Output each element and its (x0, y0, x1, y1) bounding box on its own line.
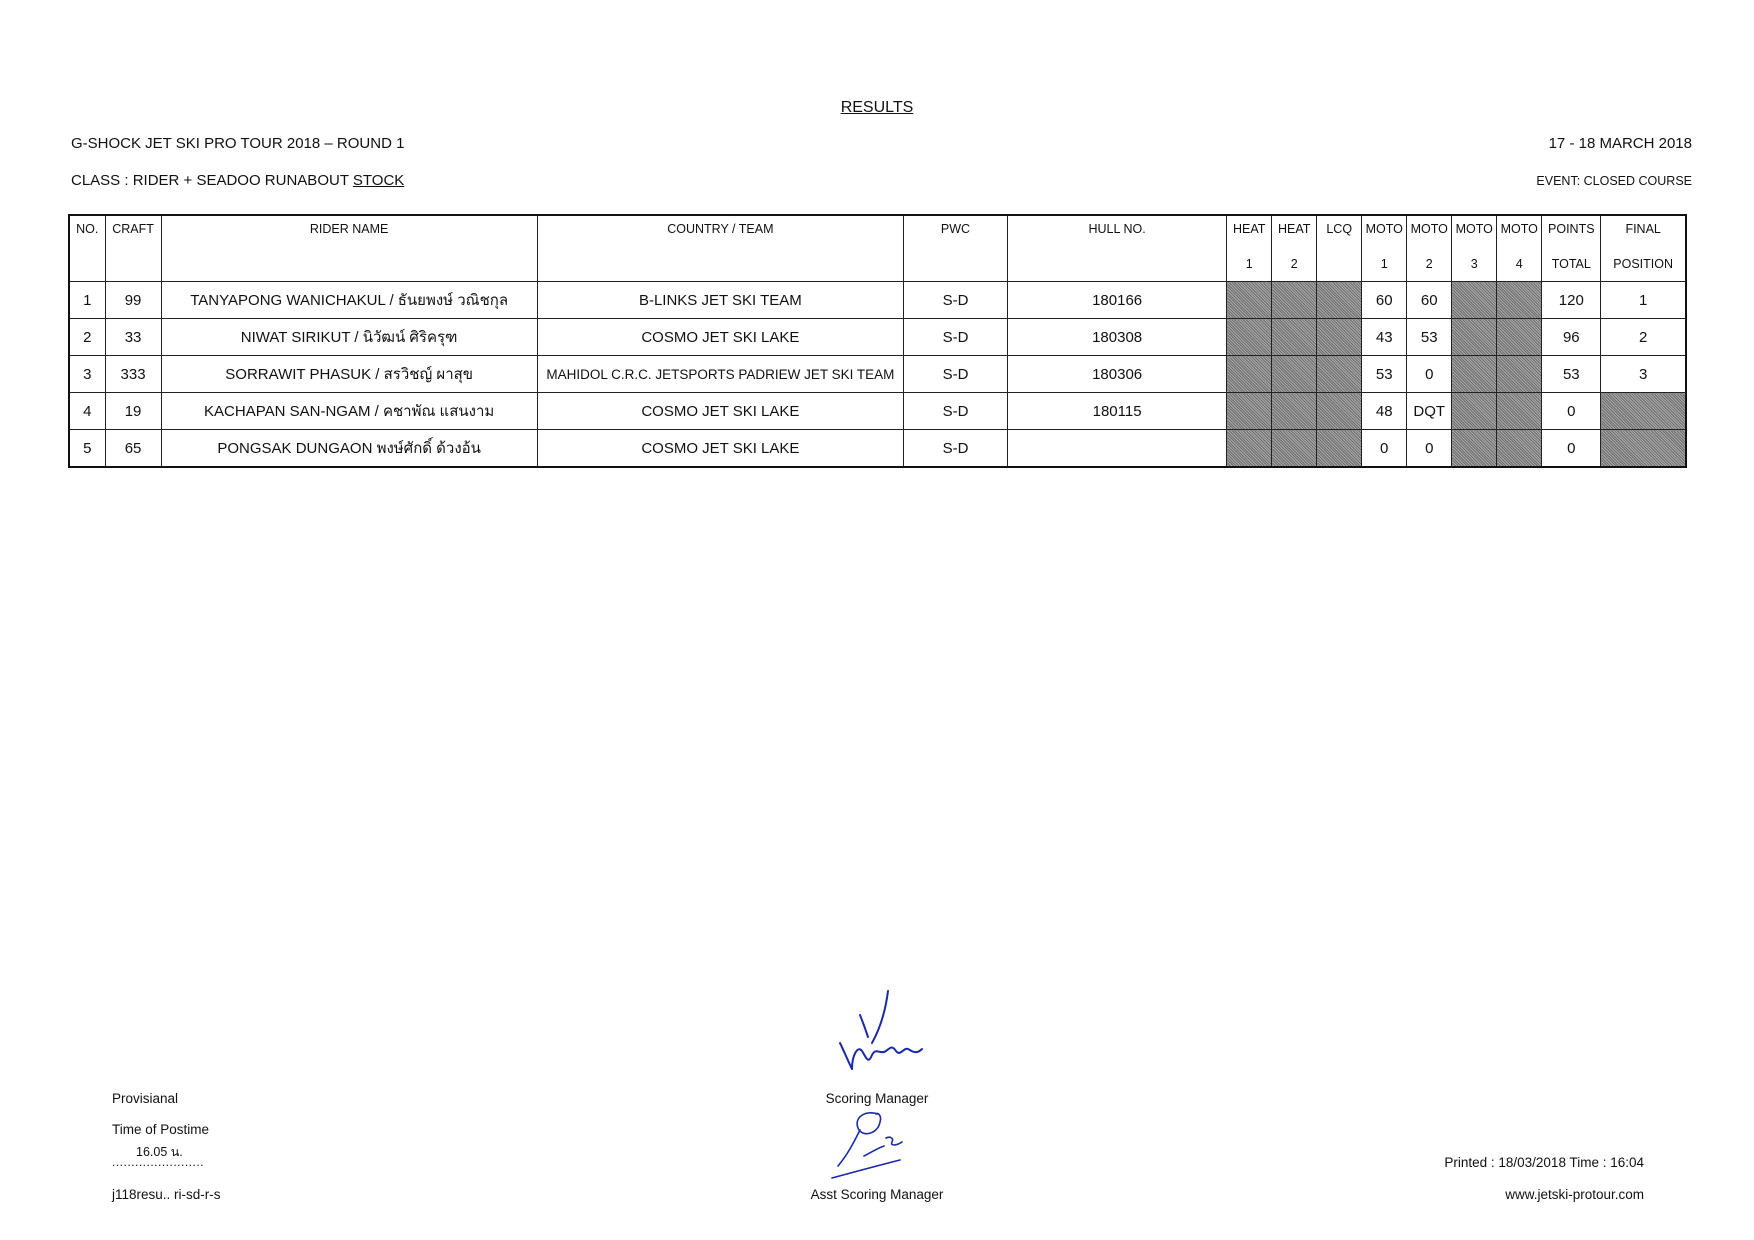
cell-heat-2 (1272, 393, 1317, 430)
cell-points-total: 53 (1542, 356, 1601, 393)
cell-lcq (1317, 356, 1362, 393)
column-header-heat-2 (1272, 215, 1317, 282)
column-header-line1: MOTO (1410, 222, 1448, 236)
cell-moto-2: DQT (1407, 393, 1452, 430)
results-table (68, 214, 1687, 468)
cell-pwc: S-D (903, 282, 1007, 319)
cell-country-team: MAHIDOL C.R.C. JETSPORTS PADRIEW JET SKI TEAM (537, 356, 903, 393)
cell-pwc: S-D (903, 319, 1007, 356)
column-header-line1: COUNTRY / TEAM (667, 222, 774, 236)
cell-hull-no: 180115 (1008, 393, 1227, 430)
cell-no: 1 (69, 282, 105, 319)
cell-craft: 33 (105, 319, 161, 356)
cell-craft: 65 (105, 430, 161, 468)
table-row (69, 356, 1686, 393)
table-body (69, 282, 1686, 468)
cell-craft: 19 (105, 393, 161, 430)
cell-heat-2 (1272, 282, 1317, 319)
cell-lcq (1317, 319, 1362, 356)
column-header-line1: LCQ (1326, 222, 1353, 236)
cell-rider-name: KACHAPAN SAN-NGAM / คชาพัณ แสนงาม (161, 393, 537, 430)
cell-moto-1: 0 (1362, 430, 1407, 468)
asst-scoring-manager-signature (820, 1108, 920, 1183)
column-header-moto-3 (1452, 215, 1497, 282)
column-header-hull-no (1008, 215, 1227, 282)
column-header-moto-1 (1362, 215, 1407, 282)
cell-moto-2: 60 (1407, 282, 1452, 319)
cell-heat-2 (1272, 356, 1317, 393)
cell-pwc: S-D (903, 430, 1007, 468)
cell-moto-2: 0 (1407, 356, 1452, 393)
column-header-line1: HEAT (1277, 222, 1311, 236)
table-row (69, 430, 1686, 468)
cell-moto-3 (1452, 430, 1497, 468)
cell-moto-4 (1497, 319, 1542, 356)
cell-lcq (1317, 393, 1362, 430)
event-name: G-SHOCK JET SKI PRO TOUR 2018 – ROUND 1 (71, 135, 405, 152)
column-header-craft (105, 215, 161, 282)
event-date: 17 - 18 MARCH 2018 (1548, 135, 1692, 152)
column-header-country-team (537, 215, 903, 282)
cell-heat-2 (1272, 430, 1317, 468)
table-row (69, 282, 1686, 319)
cell-heat-1 (1227, 282, 1272, 319)
column-header-line1: POINTS (1548, 222, 1595, 236)
column-header-line1: MOTO (1365, 222, 1403, 236)
page-title: RESULTS (840, 99, 914, 116)
column-header-pwc (903, 215, 1007, 282)
column-header-line1: RIDER NAME (309, 222, 389, 236)
cell-heat-1 (1227, 393, 1272, 430)
column-header-moto-2 (1407, 215, 1452, 282)
cell-moto-1: 43 (1362, 319, 1407, 356)
cell-moto-4 (1497, 356, 1542, 393)
cell-heat-1 (1227, 356, 1272, 393)
column-header-no (69, 215, 105, 282)
column-header-line2: 2 (1425, 257, 1433, 271)
cell-final-position (1601, 430, 1686, 468)
cell-craft: 333 (105, 356, 161, 393)
website-link[interactable]: www.jetski-protour.com (1505, 1187, 1644, 1202)
column-header-line1: HULL NO. (1088, 222, 1146, 236)
cell-rider-name: NIWAT SIRIKUT / นิวัฒน์ ศิริครุฑ (161, 319, 537, 356)
printed-timestamp: Printed : 18/03/2018 Time : 16:04 (1444, 1155, 1644, 1170)
dotted-line: ........................ (112, 1155, 205, 1169)
cell-country-team: COSMO JET SKI LAKE (537, 319, 903, 356)
table-row (69, 319, 1686, 356)
cell-heat-1 (1227, 430, 1272, 468)
column-header-line2: 1 (1380, 257, 1388, 271)
column-header-moto-4 (1497, 215, 1542, 282)
cell-country-team: COSMO JET SKI LAKE (537, 393, 903, 430)
column-header-heat-1 (1227, 215, 1272, 282)
column-header-rider-name (161, 215, 537, 282)
cell-moto-1: 53 (1362, 356, 1407, 393)
column-header-line2: 4 (1515, 257, 1523, 271)
cell-moto-3 (1452, 282, 1497, 319)
document-code: j118resu.. ri-sd-r-s (112, 1187, 221, 1202)
cell-no: 5 (69, 430, 105, 468)
event-type: EVENT: CLOSED COURSE (1536, 174, 1692, 188)
cell-hull-no: 180308 (1008, 319, 1227, 356)
scoring-manager-label: Scoring Manager (825, 1091, 929, 1106)
column-header-points-total (1542, 215, 1601, 282)
column-header-line2: TOTAL (1551, 257, 1591, 271)
asst-scoring-manager-label: Asst Scoring Manager (810, 1187, 944, 1202)
cell-final-position: 1 (1601, 282, 1686, 319)
header-row (69, 215, 1686, 282)
table-row (69, 393, 1686, 430)
column-header-line2: 2 (1290, 257, 1298, 271)
cell-moto-3 (1452, 356, 1497, 393)
cell-pwc: S-D (903, 393, 1007, 430)
cell-no: 2 (69, 319, 105, 356)
scoring-manager-signature (830, 985, 940, 1080)
cell-no: 3 (69, 356, 105, 393)
cell-points-total: 0 (1542, 393, 1601, 430)
cell-no: 4 (69, 393, 105, 430)
cell-hull-no: 180166 (1008, 282, 1227, 319)
column-header-line1: CRAFT (112, 222, 154, 236)
column-header-line1: NO. (76, 222, 99, 236)
cell-country-team: COSMO JET SKI LAKE (537, 430, 903, 468)
time-of-posting-label: Time of Postime (112, 1122, 210, 1137)
cell-hull-no: 180306 (1008, 356, 1227, 393)
cell-moto-4 (1497, 393, 1542, 430)
cell-final-position: 2 (1601, 319, 1686, 356)
cell-moto-2: 53 (1407, 319, 1452, 356)
class-stock: STOCK (352, 172, 405, 189)
cell-craft: 99 (105, 282, 161, 319)
column-header-line2: 1 (1245, 257, 1253, 271)
column-header-line1: FINAL (1625, 222, 1661, 236)
cell-moto-3 (1452, 393, 1497, 430)
cell-rider-name: SORRAWIT PHASUK / สรวิชญ์ ผาสุข (161, 356, 537, 393)
cell-final-position (1601, 393, 1686, 430)
column-header-line1: HEAT (1232, 222, 1266, 236)
class-prefix: CLASS : RIDER + SEADOO RUNABOUT (71, 172, 353, 189)
cell-moto-2: 0 (1407, 430, 1452, 468)
class-line (71, 172, 404, 189)
cell-moto-4 (1497, 282, 1542, 319)
column-header-final-position (1601, 215, 1686, 282)
cell-moto-1: 48 (1362, 393, 1407, 430)
cell-moto-1: 60 (1362, 282, 1407, 319)
cell-pwc: S-D (903, 356, 1007, 393)
cell-heat-2 (1272, 319, 1317, 356)
provisional-label: Provisianal (112, 1091, 179, 1106)
cell-lcq (1317, 282, 1362, 319)
cell-points-total: 120 (1542, 282, 1601, 319)
cell-country-team: B-LINKS JET SKI TEAM (537, 282, 903, 319)
column-header-lcq (1317, 215, 1362, 282)
cell-heat-1 (1227, 319, 1272, 356)
cell-moto-3 (1452, 319, 1497, 356)
column-header-line1: MOTO (1455, 222, 1493, 236)
cell-rider-name: PONGSAK DUNGAON พงษ์ศักดิ์ ด้วงอ้น (161, 430, 537, 468)
cell-lcq (1317, 430, 1362, 468)
cell-hull-no (1008, 430, 1227, 468)
column-header-line1: PWC (940, 222, 971, 236)
cell-moto-4 (1497, 430, 1542, 468)
column-header-line1: MOTO (1500, 222, 1538, 236)
cell-rider-name: TANYAPONG WANICHAKUL / ธันยพงษ์ วณิชกุล (161, 282, 537, 319)
time-of-posting-value: 16.05 น. (136, 1145, 183, 1159)
column-header-line2: POSITION (1613, 257, 1674, 271)
column-header-line2: 3 (1470, 257, 1478, 271)
cell-points-total: 96 (1542, 319, 1601, 356)
cell-points-total: 0 (1542, 430, 1601, 468)
cell-final-position: 3 (1601, 356, 1686, 393)
